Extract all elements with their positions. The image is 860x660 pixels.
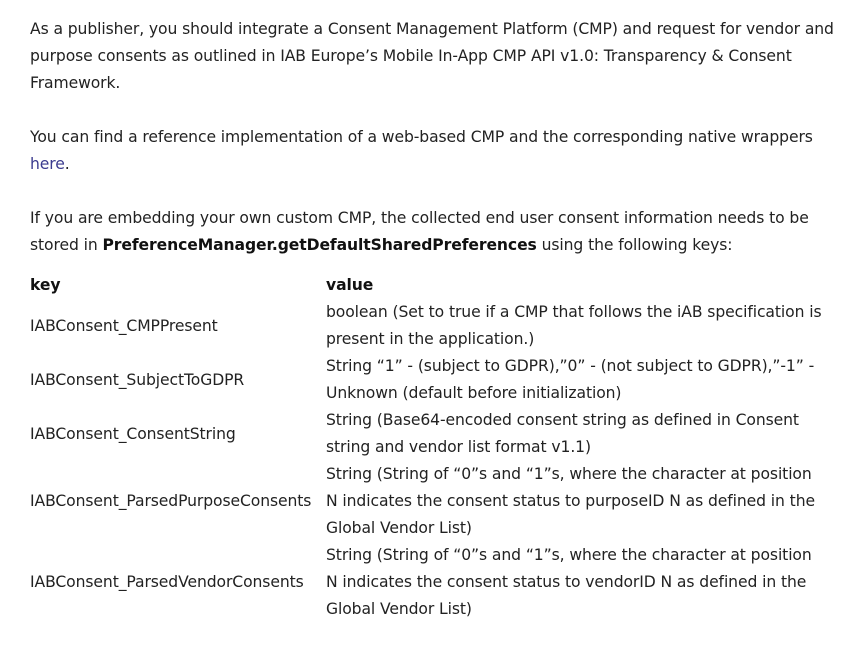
custom-cmp-paragraph (30, 205, 842, 259)
reference-paragraph (30, 124, 842, 178)
consent-keys-table (30, 271, 822, 623)
key-cell: IABConsent_ParsedPurposeConsents (30, 492, 312, 510)
value-column-header: value (326, 276, 374, 294)
value-cell: boolean (Set to true if a CMP that follows the iAB specification is present in the application.) (326, 303, 822, 348)
table-row (30, 461, 822, 542)
table-row (30, 542, 822, 623)
reference-period: . (64, 155, 70, 173)
value-cell: String “1” - (subject to GDPR),”0” - (not subject to GDPR),”-1” - Unknown (default before initialization) (326, 357, 815, 402)
key-cell: IABConsent_CMPPresent (30, 316, 218, 335)
table-row (30, 353, 822, 407)
value-cell: String (String of “0”s and “1”s, where the character at position N indicates the consent status to vendorID N as defined in the Global Vendor List) (326, 546, 812, 618)
custom-cmp-text-post: using the following keys: (536, 236, 733, 254)
reference-text: You can find a reference implementation of a web-based CMP and the corresponding native wrappers (30, 128, 813, 146)
here-link[interactable]: here (30, 155, 65, 173)
intro-text: As a publisher, you should integrate a Consent Management Platform (CMP) and request for vendor and purpose consents as outlined in IAB Europe’s Mobile In-App CMP API v1.0: Transparency & Consent Framework. (30, 20, 834, 92)
key-cell: IABConsent_ConsentString (30, 424, 236, 443)
intro-paragraph (30, 16, 842, 97)
value-cell: String (String of “0”s and “1”s, where the character at position N indicates the consent status to purposeID N as defined in the Global Vendor List) (326, 465, 815, 537)
key-cell: IABConsent_SubjectToGDPR (30, 370, 245, 389)
preference-manager-method: PreferenceManager.getDefaultSharedPreferences (102, 236, 537, 254)
value-cell: String (Base64-encoded consent string as defined in Consent string and vendor list format v1.1) (326, 411, 799, 456)
table-header-row (30, 271, 822, 299)
table-row (30, 299, 822, 353)
table-row (30, 407, 822, 461)
custom-cmp-text-pre: If you are embedding your own custom CMP, the collected end user consent information needs to be stored in (30, 209, 809, 254)
key-cell: IABConsent_ParsedVendorConsents (30, 573, 304, 591)
key-column-header: key (30, 276, 61, 294)
